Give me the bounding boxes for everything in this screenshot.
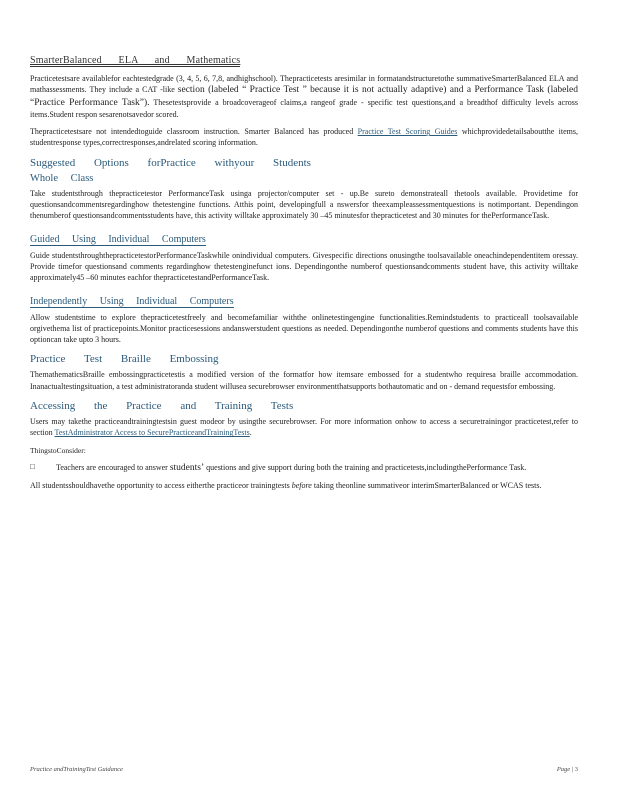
final-text-em: before <box>291 481 312 491</box>
final-text-b: taking theonline summativeor interimSmarterBalanced or WCAS tests. <box>313 481 542 491</box>
braille-heading: Practice Test Braille Embossing <box>30 353 219 366</box>
accessing-text-b: . <box>249 428 252 438</box>
footer-page-label: Page <box>556 766 571 773</box>
final-paragraph <box>30 480 578 491</box>
final-text-a: All studentsshouldhavethe opportunity to access eitherthe practiceor trainingtests <box>30 481 290 491</box>
suggested-options-heading: Suggested Options forPractice withyour Students <box>30 156 311 169</box>
intro-p2-text-a: Thepracticetestsare not intendedtoguide classroom instruction. Smarter Balanced has produced <box>30 127 354 137</box>
document-page <box>30 50 578 498</box>
accessing-heading: Accessing the Practice and Training Tests <box>30 400 294 413</box>
bullet-text-a: Teachers are encouraged to answer <box>56 462 168 472</box>
consider-bullet-text <box>56 462 578 474</box>
whole-class-paragraph: Take studentsthrough thepracticetestor PerformanceTask usinga projector/computer set - up.Be sureto demonstrateall thetools available. Providetime for questionsandcommentsregardinghow thetestengine functions. Atthis point, developingfull a nswersfor theexampleassessmentquestions is notimportant. Dependingon thenumberof questionsandcommentsstudents have, this activity willtake approximately 30 –45 minutesfor thepracticetest and 30 minutes for thePerformanceTask. <box>30 188 578 221</box>
independent-paragraph: Allow studentstime to explore thepracticetestfreely and becomefamiliar withthe onlinetestingengine functionalities.Remindstudents to practiceall toolsavailable orgivethema list of practicepoints.Monitor practicesessions andanswerstudent questions as needed. Dependingonthe numberof questions and comments students have this optioncan take upto 3 hours. <box>30 312 578 345</box>
test-admin-access-link[interactable]: TestAdministrator Access to SecurePracticeandTrainingTests <box>54 428 250 438</box>
braille-paragraph: ThemathematicsBraille embossingpracticetestis a modified version of the formatfor how itemsare embossed for a studentwho requiresa braille accommodation. Inanactualtestingsituation, a test administratoranda student willusea securebrowser environmentthatsupports bothautomatic and on - demand requestsfor embossing. <box>30 370 578 391</box>
intro-p2-text-b: whichprovidedetailsaboutthe items, studentresponse types,correctresponses,andrelated scoring information. <box>30 127 579 148</box>
consider-bullet-item <box>30 462 578 474</box>
page-footer <box>30 766 578 773</box>
guided-paragraph: Guide studentsthroughthepracticetestorPerformanceTaskwhile onindividual computers. Givespecific directions onusingthe toolsavailable oneachindependentitem oressay. Provide timefor questionsand comments regardinghow thetestenginefunct ions. Dependingonthe numberof questionsandcomments student have, this activity willtake approximately45 –60 minutes eachfor thepracticetestandPerformanceTask. <box>30 250 578 283</box>
footer-page-num: 3 <box>574 766 578 773</box>
accessing-text-a: Users may takethe practiceandtrainingtestsin guest modeor by usingthe securebrowser. For more information onhow to access a securetrainingor practicetest,refer to section <box>30 417 578 438</box>
checkbox-bullet-icon: □ <box>30 461 35 471</box>
intro-text-a: Practicetestsare availablefor eachtestedgrade (3, 4, 5, 6, 7,8, andhighschool). Thepracticetests aresimilar in formatandstructuretothe summativeSmarterBalanced ELA and mathassessments. They include a CAT -like <box>30 74 578 95</box>
main-heading: SmarterBalanced ELA and Mathematics <box>30 55 241 66</box>
footer-doc-title: Practice andTrainingTest Guidance <box>30 766 123 773</box>
whole-class-heading: Whole Class <box>30 172 94 184</box>
intro-paragraph-2 <box>30 126 578 149</box>
footer-page-number <box>557 766 578 773</box>
scoring-guides-link[interactable]: Practice Test Scoring Guides <box>357 127 458 137</box>
independent-heading: Independently Using Individual Computers <box>30 295 234 307</box>
accessing-paragraph <box>30 416 578 439</box>
intro-text-c: Thesetestsprovide a broadcoverageof claims,a rangeof grade - specific test questions,and a breadthof difficulty levels across items.Student respon sesarenotsavedor scored. <box>30 97 578 119</box>
bullet-text-b: questions and give support during both the training and practicetests,includingthePerformance Task. <box>206 462 527 472</box>
footer-page-sep: | <box>571 766 574 773</box>
intro-paragraph-1 <box>30 73 578 120</box>
intro-text-b: section (labeled “ Practice Test ” because it is not actually adaptive) and a Performance Task (labeled “Practice Performance Task”). <box>30 85 578 108</box>
things-to-consider-heading: ThingstoConsider: <box>30 445 86 455</box>
guided-heading: Guided Using Individual Computers <box>30 233 206 245</box>
bullet-text-big: students’ <box>169 462 205 473</box>
